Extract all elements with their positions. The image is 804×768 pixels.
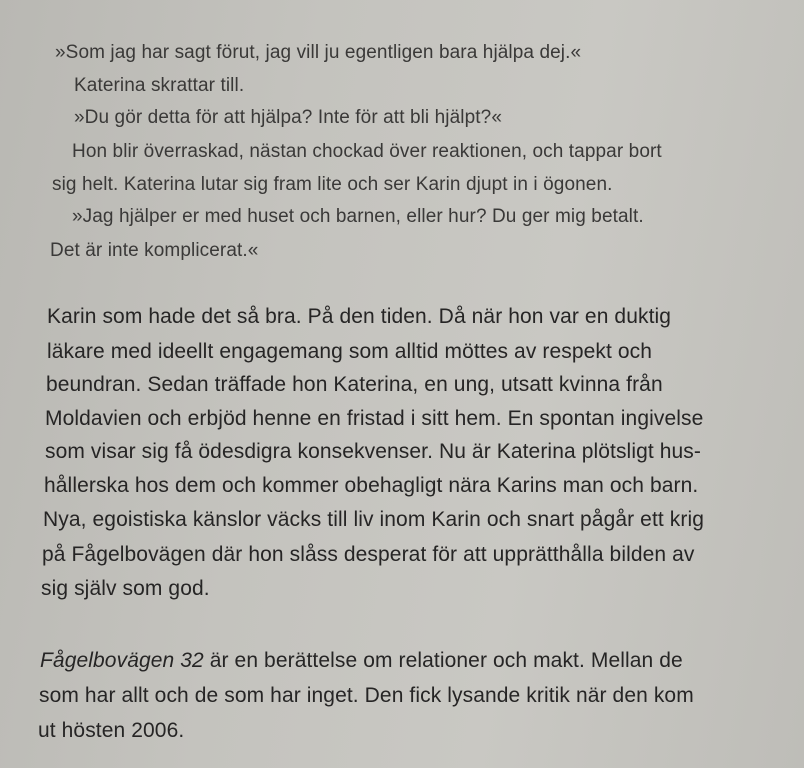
blurb-line: på Fågelbovägen där hon slåss desperat för att upprätthålla bilden av (42, 543, 695, 566)
dialogue-line: sig helt. Katerina lutar sig fram lite och ser Karin djupt in i ögonen. (52, 174, 613, 195)
blurb-line: Karin som hade det så bra. På den tiden. Då när hon var en duktig (47, 305, 672, 328)
about-line: som har allt och de som har inget. Den fick lysande kritik när den kom (39, 684, 694, 707)
blurb-line: beundran. Sedan träffade hon Katerina, en ung, utsatt kvinna från (46, 373, 663, 396)
dialogue-line: »Du gör detta för att hjälpa? Inte för att bli hjälpt?« (74, 107, 502, 128)
dialogue-line: »Som jag har sagt förut, jag vill ju egentligen bara hjälpa dej.« (55, 42, 582, 63)
dialogue-line: Hon blir överraskad, nästan chockad över reaktionen, och tappar bort (72, 141, 662, 162)
about-first-line-rest: är en berättelse om relationer och makt. Mellan de (203, 649, 683, 672)
dialogue-line: Katerina skrattar till. (74, 75, 245, 96)
blurb-line: hållerska hos dem och kommer obehagligt nära Karins man och barn. (44, 474, 699, 497)
dialogue-line: »Jag hjälper er med huset och barnen, eller hur? Du ger mig betalt. (72, 206, 644, 227)
blurb-line: som visar sig få ödesdigra konsekvenser. Nu är Katerina plötsligt hus- (45, 440, 701, 463)
dialogue-line: Det är inte komplicerat.« (50, 240, 259, 261)
about-line: ut hösten 2006. (38, 719, 185, 742)
blurb-line: Nya, egoistiska känslor väcks till liv inom Karin och snart pågår ett krig (43, 508, 704, 531)
blurb-line: sig själv som god. (41, 577, 210, 600)
book-title: Fågelbovägen 32 (40, 649, 204, 672)
about-line (40, 649, 683, 673)
blurb-line: Moldavien och erbjöd henne en fristad i sitt hem. En spontan ingivelse (45, 407, 704, 430)
blurb-line: läkare med ideellt engagemang som alltid möttes av respekt och (47, 340, 653, 363)
